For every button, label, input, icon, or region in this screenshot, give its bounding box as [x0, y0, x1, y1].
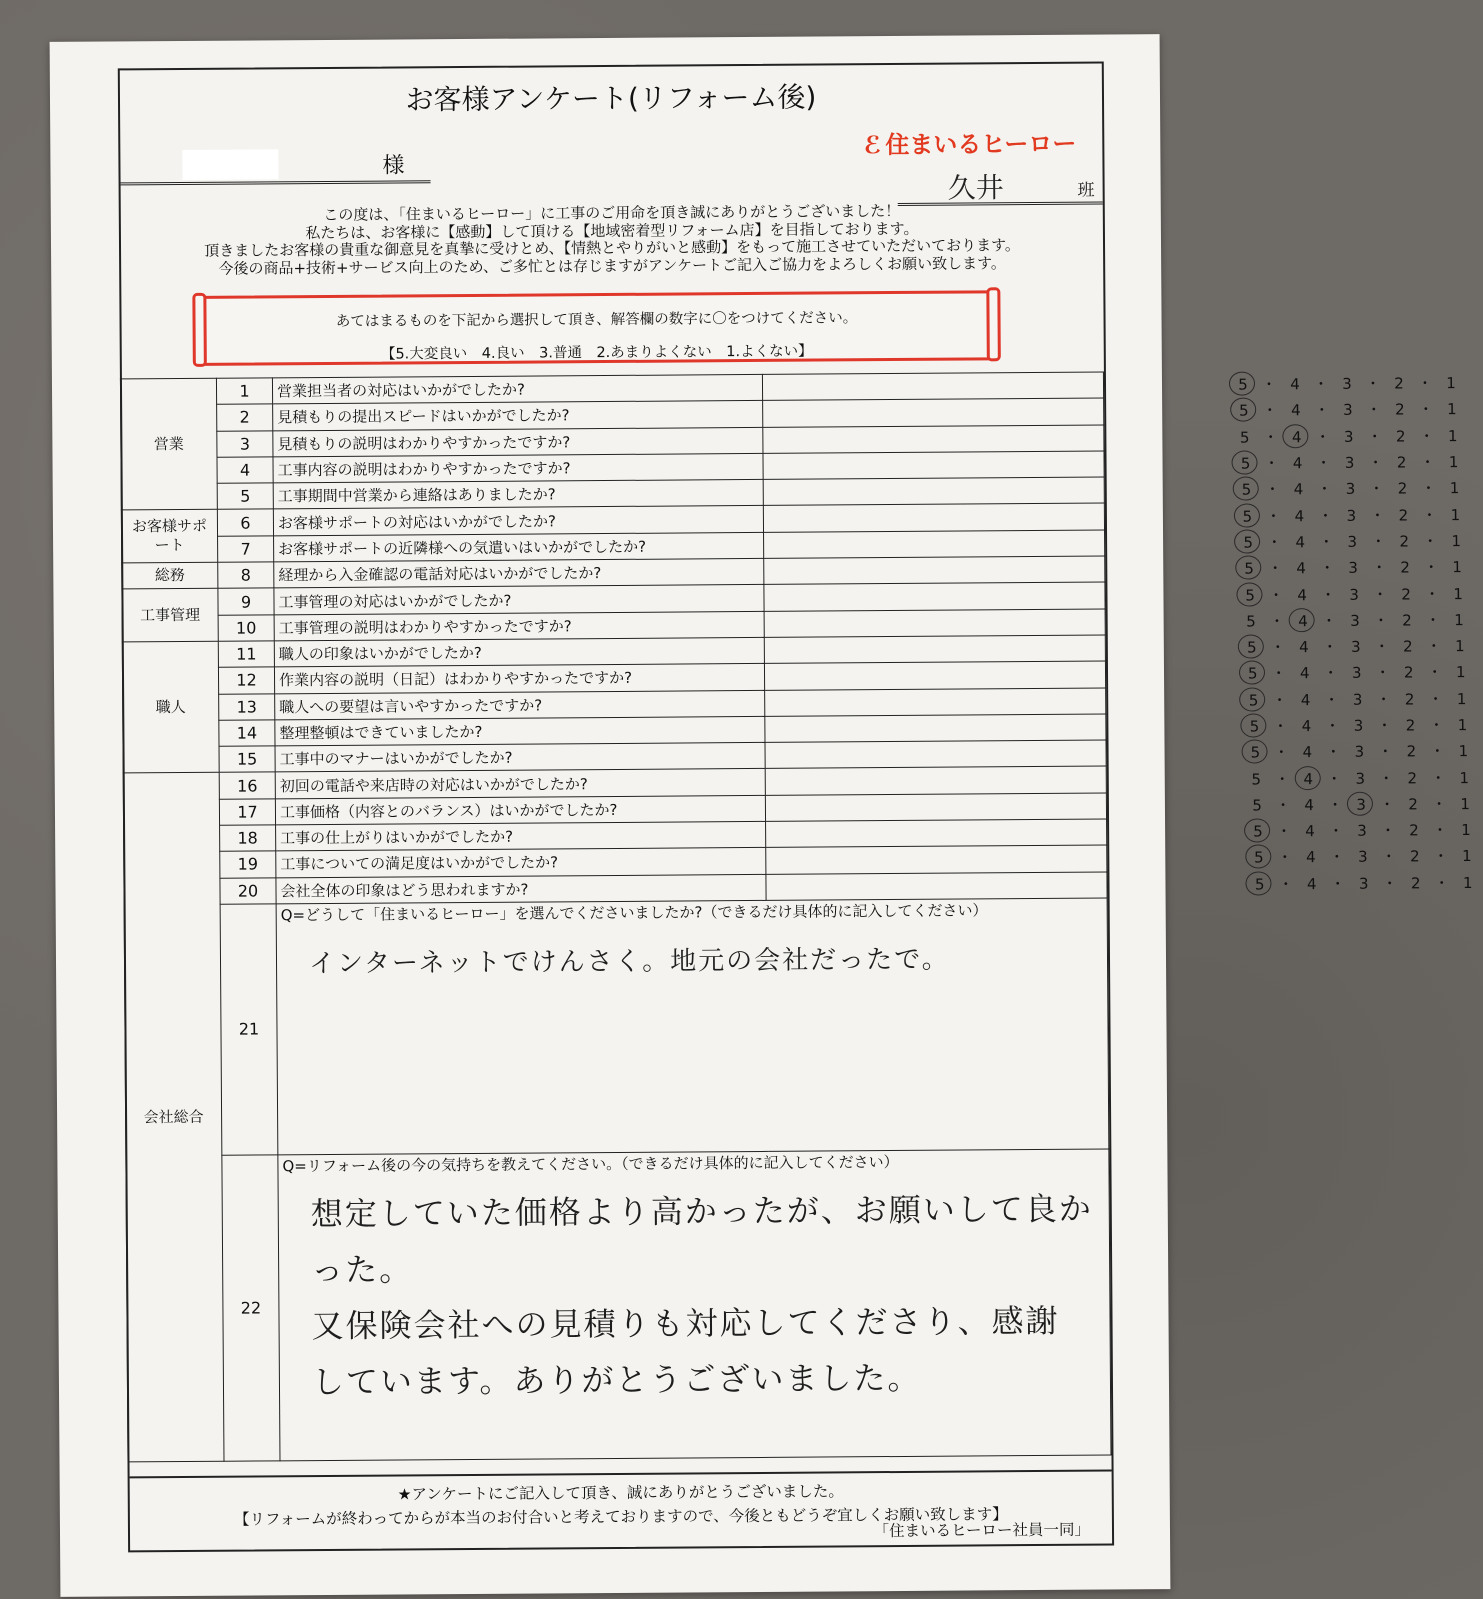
rating-option[interactable]: 4 — [1293, 480, 1304, 499]
question-number: 5 — [217, 483, 273, 510]
free-question-text: Q=どうして「住まいるヒーロー」を選んでくださいましたか?（できるだけ具体的に記入してください） — [280, 901, 988, 925]
rating-scale — [765, 766, 1470, 795]
rating-option[interactable]: 3 — [1358, 848, 1368, 867]
rating-option-selected[interactable]: 5 — [1243, 665, 1263, 683]
rating-option[interactable]: 3 — [1346, 506, 1357, 525]
separator-dot: ・ — [1366, 401, 1382, 420]
separator-dot: ・ — [1423, 558, 1439, 577]
company-logo: ℰ 住まいるヒーロー — [863, 129, 1077, 160]
rating-option[interactable]: 4 — [1294, 506, 1305, 525]
question-text: 工事管理の対応はいかがでしたか? — [274, 585, 764, 615]
rating-option[interactable]: 2 — [1408, 795, 1418, 814]
question-text: 職人の印象はいかがでしたか? — [274, 637, 764, 667]
instruction-text: あてはまるものを下記から選択して頂き、解答欄の数字に〇をつけてください。 — [335, 310, 858, 330]
question-text: 見積もりの説明はわかりやすかったですか? — [273, 427, 763, 457]
question-text: 工事内容の説明はわかりやすかったですか? — [273, 453, 763, 483]
question-number: 2 — [217, 404, 273, 431]
separator-dot: ・ — [1316, 480, 1333, 499]
form-title: お客様アンケート(リフォーム後) — [405, 80, 817, 117]
question-text: 初回の電話や来店時の対応はいかがでしたか? — [275, 769, 765, 799]
separator-dot: ・ — [1430, 768, 1446, 787]
separator-dot: ・ — [1262, 401, 1278, 420]
rating-scale — [765, 714, 1468, 743]
rating-option[interactable]: 3 — [1350, 637, 1361, 656]
handwritten-answer — [311, 1180, 1107, 1410]
rating-option-selected[interactable]: 5 — [1244, 717, 1264, 735]
question-text: 職人への要望は言いやすかったですか? — [275, 690, 765, 720]
separator-dot: ・ — [1321, 611, 1337, 630]
rating-scale — [764, 635, 1465, 664]
separator-dot: ・ — [1376, 716, 1393, 735]
rating-option[interactable]: 2 — [1409, 821, 1419, 840]
rating-option[interactable]: 2 — [1403, 663, 1414, 682]
rating-option[interactable]: 2 — [1399, 532, 1410, 551]
separator-dot: ・ — [1372, 585, 1388, 604]
separator-dot: ・ — [1267, 559, 1283, 578]
rating-option[interactable]: 1 — [1457, 716, 1468, 735]
separator-dot: ・ — [1379, 795, 1395, 814]
rating-option-selected[interactable]: 5 — [1238, 533, 1258, 551]
free-answer-box[interactable] — [278, 1149, 1111, 1461]
rating-scale — [763, 425, 1458, 454]
rating-option[interactable]: 4 — [1306, 848, 1316, 867]
separator-dot: ・ — [1330, 874, 1346, 893]
separator-dot: ・ — [1324, 690, 1340, 709]
rating-option[interactable]: 2 — [1410, 847, 1420, 866]
rating-option[interactable]: 3 — [1352, 690, 1363, 709]
rating-option[interactable]: 4 — [1301, 717, 1312, 736]
question-number: 21 — [220, 904, 278, 1155]
separator-dot: ・ — [1327, 795, 1343, 814]
category-cell: 総務 — [122, 562, 218, 589]
separator-dot: ・ — [1270, 638, 1286, 657]
question-number: 11 — [218, 641, 274, 668]
rating-option[interactable]: 2 — [1407, 768, 1418, 788]
separator-dot: ・ — [1367, 427, 1383, 446]
rating-option-selected[interactable]: 5 — [1250, 875, 1270, 893]
rating-option[interactable]: 2 — [1394, 374, 1404, 393]
rating-option[interactable]: 3 — [1347, 532, 1358, 551]
separator-dot: ・ — [1368, 453, 1384, 472]
separator-dot: ・ — [1368, 479, 1385, 499]
team-field — [897, 168, 1102, 206]
rating-option[interactable]: 2 — [1410, 874, 1421, 893]
separator-dot: ・ — [1433, 847, 1449, 866]
separator-dot: ・ — [1424, 584, 1440, 603]
rating-option-selected[interactable]: 5 — [1240, 586, 1260, 604]
rating-option[interactable]: 1 — [1462, 873, 1473, 892]
rating-option[interactable]: 4 — [1295, 533, 1306, 552]
team-suffix: 班 — [1077, 180, 1095, 201]
separator-dot: ・ — [1273, 743, 1289, 762]
survey-sheet — [50, 34, 1473, 1597]
rating-option[interactable]: 3 — [1343, 401, 1353, 420]
separator-dot: ・ — [1369, 506, 1385, 525]
rating-option[interactable]: 2 — [1401, 584, 1411, 603]
rating-option[interactable]: 4 — [1306, 874, 1317, 893]
question-number: 22 — [222, 1155, 280, 1461]
free-question-text: Q=リフォーム後の今の気持ちを教えてください。（できるだけ具体的に記入してください） — [282, 1152, 899, 1176]
question-text: 営業担当者の対応はいかがでしたか? — [272, 374, 762, 404]
rating-option[interactable]: 2 — [1402, 637, 1413, 656]
rating-scale — [763, 504, 1461, 533]
separator-dot: ・ — [1272, 690, 1288, 710]
scale-legend: 【5.大変良い 4.良い 3.普通 2.あまりよくない 1.よくない】 — [380, 343, 813, 363]
rating-option[interactable]: 1 — [1461, 821, 1471, 840]
rating-scale — [763, 451, 1459, 480]
separator-dot: ・ — [1328, 822, 1344, 841]
separator-dot: ・ — [1371, 558, 1387, 577]
question-number: 13 — [219, 693, 275, 720]
question-number: 3 — [217, 430, 273, 457]
question-text: お客様サポートの対応はいかがでしたか? — [273, 506, 763, 536]
separator-dot: ・ — [1269, 612, 1285, 631]
rating-option[interactable]: 1 — [1452, 558, 1463, 577]
free-answer-box[interactable] — [276, 898, 1109, 1155]
rating-option-selected[interactable]: 5 — [1245, 744, 1265, 762]
rating-scale — [763, 477, 1460, 506]
separator-dot: ・ — [1265, 506, 1281, 526]
redacted-name — [182, 149, 278, 180]
form-frame — [118, 62, 1473, 1553]
separator-dot: ・ — [1377, 742, 1393, 761]
free-question-row — [124, 898, 1109, 1156]
separator-dot: ・ — [1319, 559, 1335, 578]
separator-dot: ・ — [1419, 426, 1435, 446]
question-text: 工事価格（内容とのバランス）はいかがでしたか? — [275, 795, 765, 825]
separator-dot: ・ — [1428, 716, 1445, 735]
separator-dot: ・ — [1431, 795, 1447, 814]
question-number: 4 — [217, 457, 273, 484]
rating-scale — [766, 872, 1473, 901]
separator-dot: ・ — [1422, 532, 1438, 551]
rating-scale — [765, 793, 1470, 822]
rating-option[interactable]: 4 — [1297, 585, 1307, 604]
rating-scale — [764, 609, 1464, 638]
footer-message: 【リフォームが終わってからが本当のお付合いと考えておりますので、今後ともどうぞ宜しくお願い致します】 — [233, 1505, 1008, 1529]
separator-dot: ・ — [1375, 663, 1391, 683]
question-text: 工事中のマナーはいかがでしたか? — [275, 743, 765, 773]
separator-dot: ・ — [1313, 375, 1329, 394]
question-number: 8 — [218, 562, 274, 589]
rating-scale — [763, 398, 1457, 427]
separator-dot: ・ — [1380, 821, 1396, 840]
rating-option[interactable]: 2 — [1395, 400, 1405, 419]
question-number: 19 — [220, 851, 276, 878]
category-cell: 会社総合 — [123, 773, 224, 1462]
rating-scale — [766, 845, 1472, 874]
separator-dot: ・ — [1275, 796, 1291, 815]
rating-option[interactable]: 1 — [1446, 374, 1456, 393]
rating-option[interactable]: 4 — [1304, 795, 1314, 815]
rating-option-selected[interactable]: 5 — [1234, 402, 1254, 420]
question-number: 17 — [219, 799, 275, 826]
team-name: 久井 — [947, 171, 1004, 205]
question-text: 会社全体の印象はどう思われますか? — [276, 874, 766, 904]
separator-dot: ・ — [1326, 769, 1342, 788]
category-cell: 職人 — [122, 641, 219, 773]
question-number: 20 — [220, 877, 276, 904]
free-question-row — [126, 1149, 1111, 1462]
rating-scale — [765, 688, 1467, 717]
scroll-roll-right — [986, 287, 1001, 361]
separator-dot: ・ — [1274, 769, 1290, 788]
question-number: 18 — [220, 825, 276, 852]
rating-option-selected[interactable]: 5 — [1248, 823, 1268, 841]
category-cell: 営業 — [120, 378, 217, 510]
rating-option[interactable]: 2 — [1404, 690, 1415, 709]
category-cell: 工事管理 — [122, 589, 218, 642]
rating-option[interactable]: 4 — [1299, 664, 1310, 683]
separator-dot: ・ — [1264, 454, 1280, 473]
rating-option-selected[interactable]: 5 — [1236, 455, 1256, 473]
rating-option[interactable]: 2 — [1406, 742, 1417, 761]
separator-dot: ・ — [1374, 637, 1390, 656]
question-number: 1 — [216, 378, 272, 405]
rating-option[interactable]: 1 — [1458, 742, 1469, 761]
rating-option[interactable]: 2 — [1396, 453, 1407, 472]
rating-option[interactable]: 3 — [1344, 453, 1355, 472]
question-text: 経理から入金確認の電話対応はいかがでしたか? — [274, 558, 764, 588]
survey-table — [120, 372, 1473, 1463]
rating-option-selected[interactable]: 4 — [1293, 612, 1313, 630]
logo-mark-icon: ℰ — [863, 131, 882, 160]
rating-option[interactable]: 3 — [1349, 585, 1359, 604]
question-number: 12 — [218, 667, 274, 694]
separator-dot: ・ — [1428, 689, 1444, 708]
rating-option-selected[interactable]: 4 — [1298, 770, 1318, 788]
rating-scale — [765, 740, 1469, 769]
separator-dot: ・ — [1421, 505, 1437, 524]
rating-option-selected[interactable]: 5 — [1236, 481, 1256, 499]
honorific: 様 — [382, 153, 405, 179]
separator-dot: ・ — [1320, 585, 1336, 604]
category-cell: お客様サポート — [121, 510, 217, 563]
rating-option[interactable]: 3 — [1355, 769, 1366, 788]
rating-option[interactable]: 4 — [1302, 743, 1313, 762]
separator-dot: ・ — [1417, 374, 1433, 393]
rating-option[interactable]: 1 — [1455, 663, 1466, 682]
footer-signature: 「住まいるヒーロー社員一同」 — [873, 1520, 1091, 1541]
rating-option-selected[interactable]: 5 — [1237, 507, 1257, 525]
separator-dot: ・ — [1278, 875, 1294, 894]
rating-scale — [764, 556, 1463, 585]
handwritten-answer: インターネットでけんさく。地元の会社だったで。 — [308, 944, 950, 980]
question-text: 作業内容の説明（日記）はわかりやすかったですか? — [274, 664, 764, 694]
separator-dot: ・ — [1277, 848, 1293, 867]
scroll-roll-left — [192, 293, 207, 367]
handwritten-line: 想定していた価格より高かったが、お願いして良かった。 — [310, 1189, 1093, 1290]
rating-option[interactable]: 3 — [1350, 611, 1360, 630]
separator-dot: ・ — [1272, 717, 1289, 736]
separator-dot: ・ — [1322, 638, 1338, 657]
rating-option[interactable]: 3 — [1343, 427, 1354, 446]
question-text: 見積もりの提出スピードはいかがでしたか? — [273, 401, 763, 431]
separator-dot: ・ — [1324, 716, 1341, 736]
rating-option[interactable]: 3 — [1358, 874, 1369, 893]
rating-option-selected[interactable]: 5 — [1242, 639, 1262, 657]
separator-dot: ・ — [1420, 479, 1437, 498]
rating-option[interactable]: 4 — [1298, 638, 1309, 657]
rating-option[interactable]: 3 — [1354, 743, 1365, 762]
rating-option[interactable]: 1 — [1456, 689, 1467, 708]
rating-option[interactable]: 4 — [1300, 690, 1311, 709]
separator-dot: ・ — [1432, 821, 1448, 840]
question-text: 工事管理の説明はわかりやすかったですか? — [274, 611, 764, 641]
rating-option[interactable]: 3 — [1351, 664, 1362, 683]
question-number: 14 — [219, 720, 275, 747]
separator-dot: ・ — [1276, 822, 1292, 841]
rating-option[interactable]: 5 — [1246, 612, 1256, 631]
separator-dot: ・ — [1434, 873, 1450, 893]
intro-text: この度は、「住まいるヒーロー」に工事のご用命を頂き誠にありがとうございました！ 私たちは、お客様に【感動】して頂ける【地域密着型リフォーム店】を目指しております。 頂きましたお客様の貴重な御意見を真摯に受けとめ、【情熱とやりがいと感動】をもって施工させていただいております。 今後の商品+技術+サービス向上のため、ご多忙とは存じますがアンケートご記入ご協力をよろしくお願い致します。 — [204, 201, 1020, 278]
separator-dot: ・ — [1263, 428, 1279, 447]
question-text: お客様サポートの近隣様への気遣いはいかがでしたか? — [274, 532, 764, 562]
rating-option[interactable]: 1 — [1454, 637, 1465, 656]
separator-dot: ・ — [1316, 453, 1332, 473]
separator-dot: ・ — [1425, 611, 1441, 630]
separator-dot: ・ — [1365, 374, 1381, 393]
separator-dot: ・ — [1373, 611, 1389, 630]
rating-option-selected[interactable]: 5 — [1244, 691, 1264, 709]
separator-dot: ・ — [1314, 401, 1330, 420]
separator-dot: ・ — [1376, 690, 1392, 709]
handwritten-line: 又保険会社への見積りも対応してくださり、感謝 — [311, 1301, 1060, 1346]
question-number: 6 — [217, 509, 273, 536]
footer-thanks: ★アンケートにご記入して頂き、誠にありがとうございました。 — [397, 1482, 844, 1504]
rating-option[interactable]: 3 — [1353, 716, 1364, 735]
separator-dot: ・ — [1317, 506, 1333, 525]
rating-option[interactable]: 2 — [1398, 506, 1409, 525]
rating-option[interactable]: 1 — [1453, 584, 1463, 603]
rating-option[interactable]: 4 — [1292, 454, 1303, 473]
rating-option[interactable]: 2 — [1397, 479, 1408, 498]
rating-option[interactable]: 5 — [1252, 796, 1262, 815]
rating-scale — [766, 819, 1471, 848]
question-number: 15 — [219, 746, 275, 773]
rating-option[interactable]: 1 — [1450, 505, 1461, 524]
rating-option[interactable]: 3 — [1348, 558, 1359, 578]
question-text: 整理整頓はできていましたか? — [275, 716, 765, 746]
separator-dot: ・ — [1429, 742, 1445, 761]
rating-option[interactable]: 1 — [1462, 847, 1472, 866]
separator-dot: ・ — [1261, 375, 1277, 394]
rating-option[interactable]: 3 — [1342, 374, 1352, 394]
rating-option[interactable]: 1 — [1447, 400, 1457, 419]
separator-dot: ・ — [1378, 769, 1394, 788]
rating-option[interactable]: 1 — [1449, 479, 1460, 498]
separator-dot: ・ — [1427, 663, 1443, 682]
separator-dot: ・ — [1382, 874, 1398, 893]
customer-name-field — [120, 146, 430, 185]
rating-option-selected[interactable]: 5 — [1239, 560, 1259, 578]
rating-option-selected[interactable]: 5 — [1233, 376, 1253, 394]
rating-option[interactable]: 2 — [1405, 716, 1416, 735]
separator-dot: ・ — [1370, 532, 1386, 551]
question-number: 7 — [218, 536, 274, 563]
rating-option[interactable]: 1 — [1451, 531, 1462, 551]
separator-dot: ・ — [1381, 847, 1397, 867]
rating-option[interactable]: 4 — [1290, 375, 1300, 394]
rating-option[interactable]: 5 — [1251, 770, 1262, 789]
separator-dot: ・ — [1268, 585, 1284, 604]
rating-option[interactable]: 1 — [1460, 794, 1470, 813]
rating-option[interactable]: 2 — [1395, 427, 1406, 446]
separator-dot: ・ — [1271, 664, 1287, 683]
rating-option[interactable]: 3 — [1345, 480, 1356, 499]
question-number: 9 — [218, 588, 274, 615]
rating-scale — [764, 582, 1463, 611]
rating-option-selected[interactable]: 4 — [1287, 428, 1307, 446]
rating-option[interactable]: 3 — [1357, 821, 1367, 840]
question-number: 10 — [218, 615, 274, 642]
separator-dot: ・ — [1318, 532, 1334, 551]
rating-scale — [764, 530, 1462, 559]
separator-dot: ・ — [1264, 480, 1281, 499]
separator-dot: ・ — [1325, 743, 1341, 762]
rating-option[interactable]: 5 — [1239, 428, 1250, 447]
question-text: 工事の仕上がりはいかがでしたか? — [276, 821, 766, 851]
rating-scale — [762, 372, 1456, 401]
rating-option[interactable]: 1 — [1448, 453, 1459, 472]
handwritten-line: しています。ありがとうございました。 — [311, 1358, 922, 1402]
rating-option[interactable]: 1 — [1447, 426, 1458, 445]
rating-option-selected[interactable]: 5 — [1249, 849, 1269, 867]
rating-option[interactable]: 4 — [1305, 822, 1315, 841]
question-text: 工事期間中営業から連絡はありましたか? — [273, 480, 763, 510]
rating-option-selected[interactable]: 3 — [1351, 796, 1371, 814]
separator-dot: ・ — [1418, 400, 1434, 419]
footer — [130, 1470, 1112, 1551]
separator-dot: ・ — [1315, 427, 1331, 446]
separator-dot: ・ — [1266, 533, 1282, 552]
rating-option[interactable]: 4 — [1296, 559, 1307, 578]
rating-option[interactable]: 2 — [1402, 611, 1412, 630]
rating-option[interactable]: 4 — [1291, 401, 1301, 420]
separator-dot: ・ — [1426, 637, 1442, 656]
rating-option[interactable]: 1 — [1454, 610, 1464, 629]
rating-option[interactable]: 2 — [1400, 558, 1411, 577]
separator-dot: ・ — [1420, 453, 1436, 472]
separator-dot: ・ — [1323, 664, 1339, 683]
rating-scale — [764, 661, 1466, 690]
instruction-banner — [199, 290, 993, 366]
question-number: 16 — [219, 772, 275, 799]
separator-dot: ・ — [1329, 848, 1345, 867]
rating-option[interactable]: 1 — [1459, 768, 1470, 787]
question-text: 工事についての満足度はいかがでしたか? — [276, 848, 766, 878]
